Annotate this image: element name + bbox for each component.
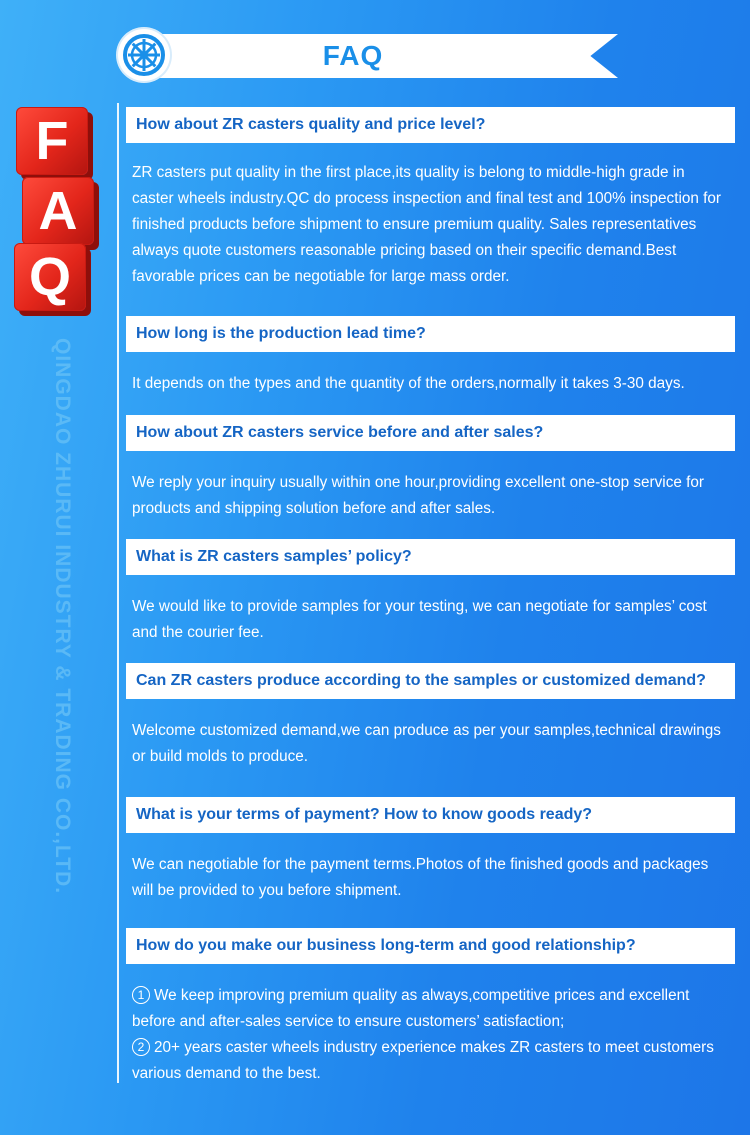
- faq-answer-7: [132, 983, 722, 1087]
- faq-answer-5: [132, 718, 722, 770]
- faq-question-2: How long is the production lead time?: [126, 316, 735, 352]
- company-name-vertical: QINGDAO ZHURUI INDUSTRY & TRADING CO.,LTD.: [51, 338, 74, 895]
- cube-letter-f: F: [16, 107, 88, 175]
- faq-answer-7-point-1-text: We keep improving premium quality as always,competitive prices and excellent before and after-sales service to ensure customers’ satisfaction;: [132, 987, 690, 1030]
- faq-answer-4-text: We would like to provide samples for your testing, we can negotiate for samples’ cost and the courier fee.: [132, 598, 707, 641]
- page-title: FAQ: [322, 40, 384, 71]
- faq-answer-7-point-2-text: 20+ years caster wheels industry experience makes ZR casters to meet customers various demand to the best.: [132, 1039, 714, 1082]
- cube-letter-a: A: [22, 177, 94, 245]
- faq-answer-7-point-2: [132, 1035, 722, 1087]
- faq-answer-5-text: Welcome customized demand,we can produce as per your samples,technical drawings or build molds to produce.: [132, 722, 721, 765]
- faq-question-5: Can ZR casters produce according to the samples or customized demand?: [126, 663, 735, 699]
- faq-question-6: What is your terms of payment? How to know goods ready?: [126, 797, 735, 833]
- number-1-badge: 1: [132, 986, 150, 1004]
- faq-answer-1: [132, 160, 722, 290]
- faq-cubes-logo: [8, 103, 108, 318]
- faq-answer-6-text: We can negotiable for the payment terms.Photos of the finished goods and packages will be provided to you before shipment.: [132, 856, 709, 899]
- faq-answer-4: [132, 594, 722, 646]
- faq-answer-2: [132, 371, 722, 397]
- faq-banner: [118, 34, 618, 78]
- faq-answer-7-point-1: [132, 983, 722, 1035]
- faq-answer-2-text: It depends on the types and the quantity of the orders,normally it takes 3-30 days.: [132, 375, 685, 392]
- divider-line: [117, 103, 119, 1083]
- cube-letter-q: Q: [14, 243, 86, 311]
- faq-answer-1-text: ZR casters put quality in the first place,its quality is belong to middle-high grade in caster wheels industry.QC do process inspection and final test and 100% inspection for finished products before shipment to ensure premium quality. Sales representatives always quote customers reasonable pricing based on their specific demand.Best favorable prices can be negotiable for large mass order.: [132, 164, 721, 285]
- faq-question-1: How about ZR casters quality and price level?: [126, 107, 735, 143]
- faq-answer-6: [132, 852, 722, 904]
- faq-question-4: What is ZR casters samples’ policy?: [126, 539, 735, 575]
- faq-answer-3: [132, 470, 722, 522]
- faq-question-7: How do you make our business long-term and good relationship?: [126, 928, 735, 964]
- faq-question-3: How about ZR casters service before and after sales?: [126, 415, 735, 451]
- number-2-badge: 2: [132, 1038, 150, 1056]
- faq-answer-3-text: We reply your inquiry usually within one hour,providing excellent one-stop service for products and shipping solution before and after sales.: [132, 474, 704, 517]
